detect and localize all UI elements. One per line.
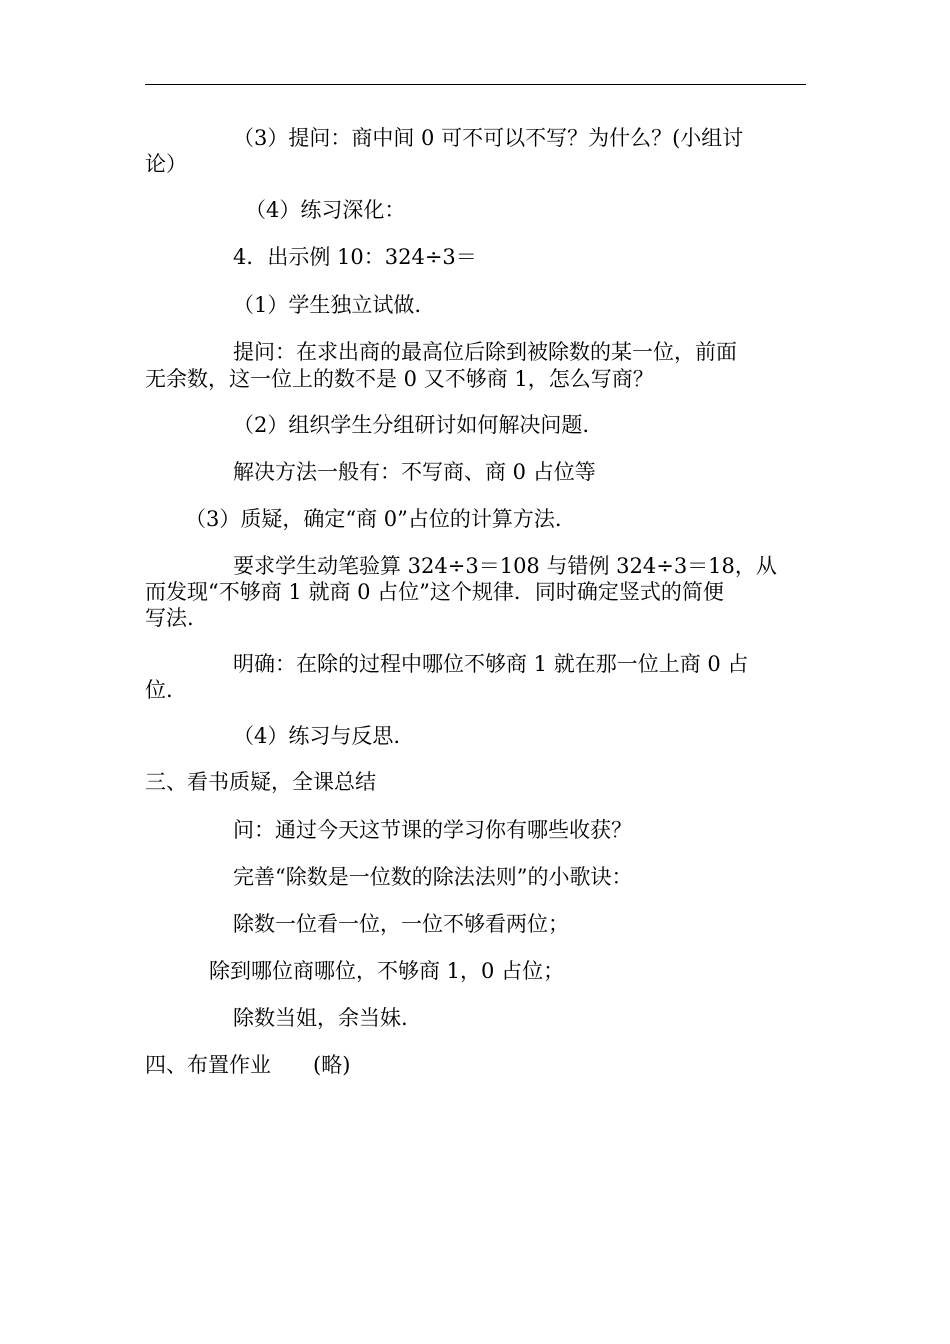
- paragraph-verify-calc-end: 写法.: [145, 606, 194, 630]
- paragraph-improve-rhyme: 完善“除数是一位数的除法法则”的小歌诀：: [233, 865, 633, 889]
- paragraph-example-10: 4．出示例 10：324÷3＝: [233, 245, 477, 269]
- paragraph-practice-reflect: （4）练习与反思.: [233, 724, 401, 748]
- rhyme-line-1: 除数一位看一位，一位不够看两位；: [233, 912, 569, 936]
- paragraph-question-zero: （3）提问：商中间 0 可不可以不写？为什么？(小组讨: [233, 126, 744, 150]
- paragraph-clarify-cont: 位.: [145, 678, 173, 702]
- section-heading-summary: 三、看书质疑，全课总结: [145, 770, 376, 794]
- paragraph-question-highest-digit: 提问：在求出商的最高位后除到被除数的某一位，前面: [233, 340, 737, 364]
- paragraph-group-discussion: （2）组织学生分组研讨如何解决问题.: [233, 413, 590, 437]
- rhyme-line-3: 除数当姐，余当妹.: [233, 1006, 408, 1030]
- paragraph-verify-calc: 要求学生动笔验算 324÷3＝108 与错例 324÷3＝18，从: [233, 554, 777, 578]
- rhyme-line-2: 除到哪位商哪位，不够商 1，0 占位；: [209, 959, 565, 983]
- header-rule: [145, 84, 806, 85]
- section-heading-homework: 四、布置作业 (略): [145, 1053, 351, 1077]
- paragraph-confirm-method: （3）质疑，确定“商 0”占位的计算方法.: [185, 507, 562, 531]
- paragraph-solution-methods: 解决方法一般有：不写商、商 0 占位等: [233, 460, 596, 484]
- paragraph-question-highest-digit-cont: 无余数，这一位上的数不是 0 又不够商 1，怎么写商？: [145, 367, 654, 391]
- paragraph-ask-gains: 问：通过今天这节课的学习你有哪些收获？: [233, 818, 632, 842]
- paragraph-clarify: 明确：在除的过程中哪位不够商 1 就在那一位上商 0 占: [233, 652, 749, 676]
- paragraph-practice-deepen: （4）练习深化：: [245, 198, 406, 222]
- paragraph-question-zero-cont: 论）: [145, 152, 187, 176]
- paragraph-independent-try: （1）学生独立试做.: [233, 293, 422, 317]
- paragraph-verify-calc-cont: 而发现“不够商 1 就商 0 占位”这个规律．同时确定竖式的简便: [145, 580, 724, 604]
